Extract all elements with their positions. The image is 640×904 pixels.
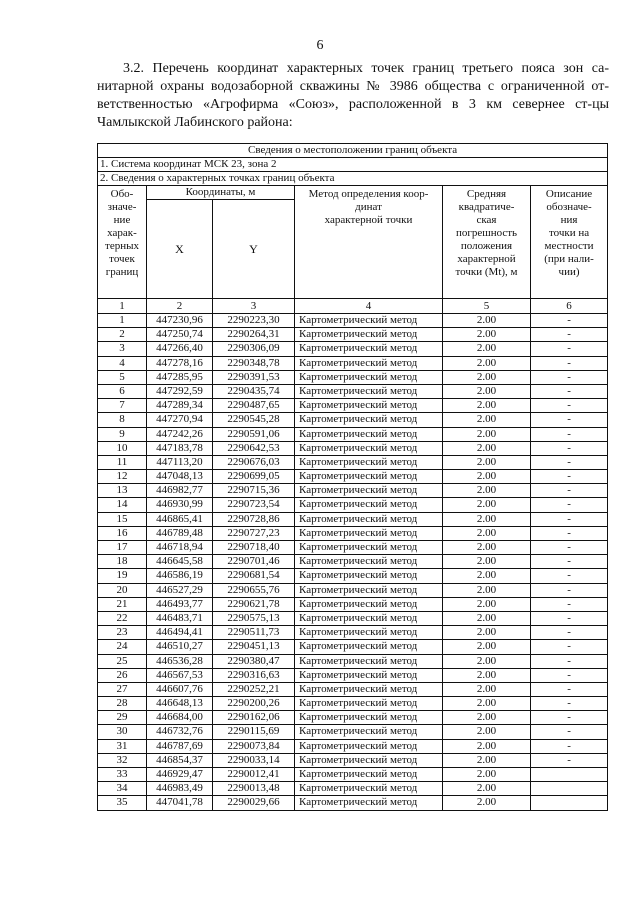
description-cell: - [531, 399, 608, 413]
description-cell: - [531, 753, 608, 767]
table-row [98, 498, 608, 512]
point-id-cell: 7 [98, 399, 147, 413]
point-id-cell: 29 [98, 711, 147, 725]
coord-x-cell: 446684,00 [147, 711, 213, 725]
coord-x-cell: 447266,40 [147, 342, 213, 356]
coord-x-cell: 446787,69 [147, 739, 213, 753]
coord-x-cell: 447242,26 [147, 427, 213, 441]
error-cell: 2.00 [443, 569, 531, 583]
error-cell: 2.00 [443, 583, 531, 597]
description-cell: - [531, 711, 608, 725]
error-cell: 2.00 [443, 541, 531, 555]
error-cell: 2.00 [443, 626, 531, 640]
coord-y-cell: 2290162,06 [213, 711, 295, 725]
coord-x-cell: 446718,94 [147, 541, 213, 555]
point-id-cell: 8 [98, 413, 147, 427]
coord-y-cell: 2290715,36 [213, 484, 295, 498]
coord-x-cell: 447048,13 [147, 470, 213, 484]
table-row [98, 668, 608, 682]
table-row [98, 654, 608, 668]
description-cell: - [531, 498, 608, 512]
coord-x-cell: 447113,20 [147, 455, 213, 469]
point-id-cell: 12 [98, 470, 147, 484]
description-cell [531, 768, 608, 782]
coord-x-cell: 447285,95 [147, 370, 213, 384]
point-id-cell: 16 [98, 526, 147, 540]
table-row [98, 569, 608, 583]
header-error: Средняя квадратиче- ская погрешность положения характерной точки (Mt), м [443, 186, 531, 299]
intro-paragraph [97, 60, 609, 132]
coord-x-cell: 446536,28 [147, 654, 213, 668]
error-cell: 2.00 [443, 711, 531, 725]
error-cell: 2.00 [443, 356, 531, 370]
coord-y-cell: 2290575,13 [213, 611, 295, 625]
error-cell: 2.00 [443, 555, 531, 569]
error-cell: 2.00 [443, 725, 531, 739]
coord-y-cell: 2290252,21 [213, 682, 295, 696]
method-cell: Картометрический метод [295, 668, 443, 682]
coord-x-cell: 446648,13 [147, 697, 213, 711]
boundary-points-table [97, 143, 608, 811]
method-cell: Картометрический метод [295, 512, 443, 526]
coord-x-cell: 446854,37 [147, 753, 213, 767]
method-cell: Картометрический метод [295, 569, 443, 583]
coord-y-cell: 2290655,76 [213, 583, 295, 597]
method-cell: Картометрический метод [295, 526, 443, 540]
method-cell: Картометрический метод [295, 541, 443, 555]
coord-x-cell: 446586,19 [147, 569, 213, 583]
description-cell: - [531, 682, 608, 696]
method-cell: Картометрический метод [295, 626, 443, 640]
coord-x-cell: 446645,58 [147, 555, 213, 569]
error-cell: 2.00 [443, 342, 531, 356]
method-cell: Картометрический метод [295, 782, 443, 796]
table-row [98, 555, 608, 569]
description-cell: - [531, 470, 608, 484]
table-row [98, 526, 608, 540]
table-row [98, 597, 608, 611]
point-id-cell: 2 [98, 328, 147, 342]
table-row [98, 796, 608, 810]
error-cell: 2.00 [443, 455, 531, 469]
point-id-cell: 17 [98, 541, 147, 555]
coord-y-cell: 2290718,40 [213, 541, 295, 555]
description-cell: - [531, 555, 608, 569]
table-row [98, 314, 608, 328]
header-description: Описание обозначе- ния точки на местности (при нали- чии) [531, 186, 608, 299]
coord-y-cell: 2290591,06 [213, 427, 295, 441]
error-cell: 2.00 [443, 597, 531, 611]
point-id-cell: 31 [98, 739, 147, 753]
method-cell: Картометрический метод [295, 399, 443, 413]
coord-x-cell: 446483,71 [147, 611, 213, 625]
point-id-cell: 27 [98, 682, 147, 696]
table-row [98, 583, 608, 597]
coord-y-cell: 2290727,23 [213, 526, 295, 540]
error-cell: 2.00 [443, 739, 531, 753]
column-number: 5 [443, 299, 531, 314]
header-method: Метод определения коор- динат характерной точки [295, 186, 443, 299]
error-cell: 2.00 [443, 314, 531, 328]
point-id-cell: 21 [98, 597, 147, 611]
coord-x-cell: 446930,99 [147, 498, 213, 512]
coord-y-cell: 2290642,53 [213, 441, 295, 455]
point-id-cell: 26 [98, 668, 147, 682]
coord-y-cell: 2290013,48 [213, 782, 295, 796]
description-cell: - [531, 611, 608, 625]
table-row [98, 328, 608, 342]
description-cell: - [531, 583, 608, 597]
table-row [98, 484, 608, 498]
error-cell: 2.00 [443, 526, 531, 540]
coord-y-cell: 2290012,41 [213, 768, 295, 782]
description-cell: - [531, 512, 608, 526]
coord-x-cell: 446494,41 [147, 626, 213, 640]
description-cell: - [531, 356, 608, 370]
description-cell: - [531, 526, 608, 540]
coord-y-cell: 2290316,63 [213, 668, 295, 682]
method-cell: Картометрический метод [295, 413, 443, 427]
point-id-cell: 1 [98, 314, 147, 328]
point-id-cell: 15 [98, 512, 147, 526]
point-id-cell: 24 [98, 640, 147, 654]
intro-line: ветственностью «Агрофирма «Союз», расположенной в 3 км севернее ст-цы [97, 97, 609, 112]
coord-y-cell: 2290451,13 [213, 640, 295, 654]
point-id-cell: 22 [98, 611, 147, 625]
coord-x-cell: 447183,78 [147, 441, 213, 455]
table-row [98, 640, 608, 654]
method-cell: Картометрический метод [295, 739, 443, 753]
table-row [98, 725, 608, 739]
point-id-cell: 9 [98, 427, 147, 441]
method-cell: Картометрический метод [295, 654, 443, 668]
method-cell: Картометрический метод [295, 796, 443, 810]
point-id-cell: 34 [98, 782, 147, 796]
coord-x-cell: 446493,77 [147, 597, 213, 611]
coord-y-cell: 2290115,69 [213, 725, 295, 739]
point-id-cell: 20 [98, 583, 147, 597]
table-row [98, 711, 608, 725]
error-cell: 2.00 [443, 413, 531, 427]
header-designation: Обо- значе- ние харак- терных точек границ [98, 186, 147, 299]
method-cell: Картометрический метод [295, 484, 443, 498]
method-cell: Картометрический метод [295, 640, 443, 654]
coord-y-cell: 2290435,74 [213, 384, 295, 398]
point-id-cell: 14 [98, 498, 147, 512]
coord-y-cell: 2290676,03 [213, 455, 295, 469]
error-cell: 2.00 [443, 753, 531, 767]
description-cell: - [531, 441, 608, 455]
coord-y-cell: 2290029,66 [213, 796, 295, 810]
table-row [98, 768, 608, 782]
point-id-cell: 33 [98, 768, 147, 782]
description-cell: - [531, 384, 608, 398]
error-cell: 2.00 [443, 796, 531, 810]
coord-x-cell: 447289,34 [147, 399, 213, 413]
error-cell: 2.00 [443, 484, 531, 498]
description-cell: - [531, 668, 608, 682]
table-row [98, 455, 608, 469]
intro-line: Чамлыкской Лабинского района: [97, 115, 293, 130]
method-cell: Картометрический метод [295, 455, 443, 469]
description-cell: - [531, 455, 608, 469]
description-cell: - [531, 484, 608, 498]
description-cell: - [531, 314, 608, 328]
coord-y-cell: 2290487,65 [213, 399, 295, 413]
description-cell: - [531, 370, 608, 384]
error-cell: 2.00 [443, 611, 531, 625]
description-cell: - [531, 569, 608, 583]
coord-y-cell: 2290306,09 [213, 342, 295, 356]
method-cell: Картометрический метод [295, 611, 443, 625]
table-row [98, 427, 608, 441]
method-cell: Картометрический метод [295, 314, 443, 328]
column-number: 4 [295, 299, 443, 314]
coord-y-cell: 2290701,46 [213, 555, 295, 569]
table-row [98, 782, 608, 796]
coord-y-cell: 2290223,30 [213, 314, 295, 328]
point-id-cell: 11 [98, 455, 147, 469]
method-cell: Картометрический метод [295, 342, 443, 356]
description-cell: - [531, 640, 608, 654]
error-cell: 2.00 [443, 470, 531, 484]
intro-line: нитарной охраны водозаборной скважины № 3986 общества с ограниченной от- [97, 79, 609, 94]
point-id-cell: 13 [98, 484, 147, 498]
point-id-cell: 18 [98, 555, 147, 569]
error-cell: 2.00 [443, 782, 531, 796]
coord-y-cell: 2290723,54 [213, 498, 295, 512]
coord-y-cell: 2290545,28 [213, 413, 295, 427]
point-id-cell: 23 [98, 626, 147, 640]
point-id-cell: 5 [98, 370, 147, 384]
coord-y-cell: 2290264,31 [213, 328, 295, 342]
error-cell: 2.00 [443, 441, 531, 455]
coord-y-cell: 2290699,05 [213, 470, 295, 484]
method-cell: Картометрический метод [295, 441, 443, 455]
method-cell: Картометрический метод [295, 427, 443, 441]
coord-x-cell: 446929,47 [147, 768, 213, 782]
description-cell [531, 796, 608, 810]
point-id-cell: 32 [98, 753, 147, 767]
method-cell: Картометрический метод [295, 470, 443, 484]
table-row [98, 512, 608, 526]
table-row [98, 441, 608, 455]
table-row [98, 682, 608, 696]
table-row [98, 541, 608, 555]
method-cell: Картометрический метод [295, 498, 443, 512]
error-cell: 2.00 [443, 668, 531, 682]
table-row [98, 739, 608, 753]
error-cell: 2.00 [443, 427, 531, 441]
table-row [98, 626, 608, 640]
error-cell: 2.00 [443, 498, 531, 512]
method-cell: Картометрический метод [295, 597, 443, 611]
coord-x-cell: 446732,76 [147, 725, 213, 739]
table-row [98, 697, 608, 711]
method-cell: Картометрический метод [295, 697, 443, 711]
description-cell: - [531, 541, 608, 555]
point-id-cell: 19 [98, 569, 147, 583]
method-cell: Картометрический метод [295, 384, 443, 398]
method-cell: Картометрический метод [295, 711, 443, 725]
coord-x-cell: 447270,94 [147, 413, 213, 427]
error-cell: 2.00 [443, 328, 531, 342]
description-cell: - [531, 697, 608, 711]
header-y: Y [213, 200, 295, 299]
description-cell: - [531, 739, 608, 753]
coord-x-cell: 447250,74 [147, 328, 213, 342]
error-cell: 2.00 [443, 768, 531, 782]
section-title: Сведения о местоположении границ объекта [98, 144, 608, 158]
coord-system: 1. Система координат МСК 23, зона 2 [98, 158, 608, 172]
coord-x-cell: 446865,41 [147, 512, 213, 526]
table-row [98, 611, 608, 625]
point-id-cell: 3 [98, 342, 147, 356]
table-row [98, 370, 608, 384]
method-cell: Картометрический метод [295, 768, 443, 782]
point-id-cell: 4 [98, 356, 147, 370]
points-title: 2. Сведения о характерных точках границ объекта [98, 172, 608, 186]
coord-y-cell: 2290621,78 [213, 597, 295, 611]
header-x: X [147, 200, 213, 299]
method-cell: Картометрический метод [295, 370, 443, 384]
error-cell: 2.00 [443, 654, 531, 668]
coord-x-cell: 446983,49 [147, 782, 213, 796]
coord-x-cell: 447278,16 [147, 356, 213, 370]
point-id-cell: 25 [98, 654, 147, 668]
coord-x-cell: 446789,48 [147, 526, 213, 540]
coord-y-cell: 2290348,78 [213, 356, 295, 370]
table-row [98, 470, 608, 484]
table-row [98, 342, 608, 356]
error-cell: 2.00 [443, 682, 531, 696]
coord-y-cell: 2290033,14 [213, 753, 295, 767]
coord-y-cell: 2290391,53 [213, 370, 295, 384]
coord-x-cell: 447041,78 [147, 796, 213, 810]
coord-y-cell: 2290511,73 [213, 626, 295, 640]
method-cell: Картометрический метод [295, 753, 443, 767]
error-cell: 2.00 [443, 370, 531, 384]
description-cell: - [531, 328, 608, 342]
description-cell: - [531, 342, 608, 356]
point-id-cell: 10 [98, 441, 147, 455]
page-number: 6 [316, 38, 324, 53]
description-cell [531, 782, 608, 796]
header-coordinates: Координаты, м [147, 186, 295, 200]
table-row [98, 413, 608, 427]
description-cell: - [531, 654, 608, 668]
method-cell: Картометрический метод [295, 328, 443, 342]
description-cell: - [531, 626, 608, 640]
column-number: 3 [213, 299, 295, 314]
error-cell: 2.00 [443, 512, 531, 526]
coord-y-cell: 2290380,47 [213, 654, 295, 668]
column-number: 2 [147, 299, 213, 314]
method-cell: Картометрический метод [295, 356, 443, 370]
error-cell: 2.00 [443, 640, 531, 654]
column-number: 1 [98, 299, 147, 314]
table-row [98, 356, 608, 370]
description-cell: - [531, 427, 608, 441]
error-cell: 2.00 [443, 697, 531, 711]
column-number: 6 [531, 299, 608, 314]
coord-y-cell: 2290728,86 [213, 512, 295, 526]
description-cell: - [531, 725, 608, 739]
point-id-cell: 30 [98, 725, 147, 739]
point-id-cell: 35 [98, 796, 147, 810]
coord-y-cell: 2290073,84 [213, 739, 295, 753]
description-cell: - [531, 413, 608, 427]
coord-x-cell: 446510,27 [147, 640, 213, 654]
coord-x-cell: 446607,76 [147, 682, 213, 696]
method-cell: Картометрический метод [295, 725, 443, 739]
point-id-cell: 6 [98, 384, 147, 398]
error-cell: 2.00 [443, 384, 531, 398]
method-cell: Картометрический метод [295, 682, 443, 696]
coord-y-cell: 2290200,26 [213, 697, 295, 711]
method-cell: Картометрический метод [295, 583, 443, 597]
coord-x-cell: 447292,59 [147, 384, 213, 398]
coord-x-cell: 446527,29 [147, 583, 213, 597]
description-cell: - [531, 597, 608, 611]
error-cell: 2.00 [443, 399, 531, 413]
coord-x-cell: 446567,53 [147, 668, 213, 682]
coord-y-cell: 2290681,54 [213, 569, 295, 583]
coord-x-cell: 447230,96 [147, 314, 213, 328]
table-row [98, 399, 608, 413]
point-id-cell: 28 [98, 697, 147, 711]
method-cell: Картометрический метод [295, 555, 443, 569]
coord-x-cell: 446982,77 [147, 484, 213, 498]
table-row [98, 753, 608, 767]
intro-line: 3.2. Перечень координат характерных точек границ третьего пояса зон са- [123, 61, 609, 76]
table-row [98, 384, 608, 398]
